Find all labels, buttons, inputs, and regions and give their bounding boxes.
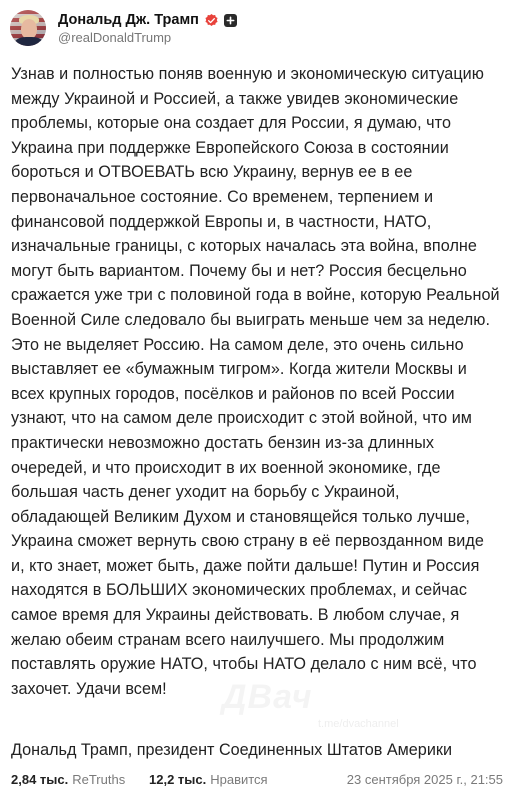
author-display-name[interactable]: Дональд Дж. Трамп	[58, 12, 199, 28]
post-timestamp[interactable]: 23 сентября 2025 г., 21:55	[346, 772, 503, 787]
verified-badge-icon	[204, 13, 219, 28]
watermark-url: t.me/dvachannel	[318, 718, 399, 730]
post-body: Узнав и полностью поняв военную и экономическую ситуацию между Украиной и Россией, а также увидев экономические проблемы, которые она создает для России, я думаю, что Украина при поддержке Европейского Союза в состоянии бороться и ОТВОЕВАТЬ всю Украину, вернув ее в ее первоначальное состояние. Со временем, терпением и финансовой поддержкой Европы и, в частности, НАТО, изначальные границы, с которых началась эта война, вполне могут быть вариантом. Почему бы и нет? Россия бесцельно сражается уже три с половиной года в войне, которую Реальной Военной Силе следовало бы выиграть меньше чем за неделю. Это не выделяет Россию. На самом деле, это очень сильно выставляет ее «бумажным тигром». Когда жители Москвы и всех крупных городов, посёлков и районов по всей России узнают, что на самом деле происходит с этой войной, что им практически невозможно достать бензин из-за длинных очередей, и что происходит в их военной экономике, где большая часть денег уходит на борьбу с Украиной, обладающей Великим Духом и становящейся только лучше, Украина сможет вернуть свою страну в её первозданном виде и, кто знает, может быть, даже пойти дальше! Путин и Россия находятся в БОЛЬШИХ экономических проблемах, и сейчас самое время для Украины действовать. В любом случае, я желаю обеим странам всего наилучшего. Мы продолжим поставлять оружие НАТО, чтобы НАТО делало с ним всё, что захочет. Удачи всем!	[11, 65, 500, 698]
post-header	[10, 8, 501, 48]
likes-stat[interactable]	[149, 772, 268, 787]
post-signature: Дональд Трамп, президент Соединенных Штатов Америки	[11, 741, 452, 759]
avatar-face	[21, 19, 37, 39]
author-name-row	[58, 10, 237, 30]
likes-count: 12,2 тыс.	[149, 772, 207, 787]
retruths-label: ReTruths	[72, 772, 126, 787]
avatar[interactable]	[10, 10, 46, 46]
retruths-count: 2,84 тыс.	[11, 772, 69, 787]
post-stats	[11, 772, 503, 790]
author-handle[interactable]: @realDonaldTrump	[58, 30, 172, 45]
plus-badge-icon	[224, 14, 237, 27]
avatar-suit	[15, 37, 43, 46]
retruths-stat[interactable]	[11, 772, 125, 787]
likes-label: Нравится	[210, 772, 268, 787]
